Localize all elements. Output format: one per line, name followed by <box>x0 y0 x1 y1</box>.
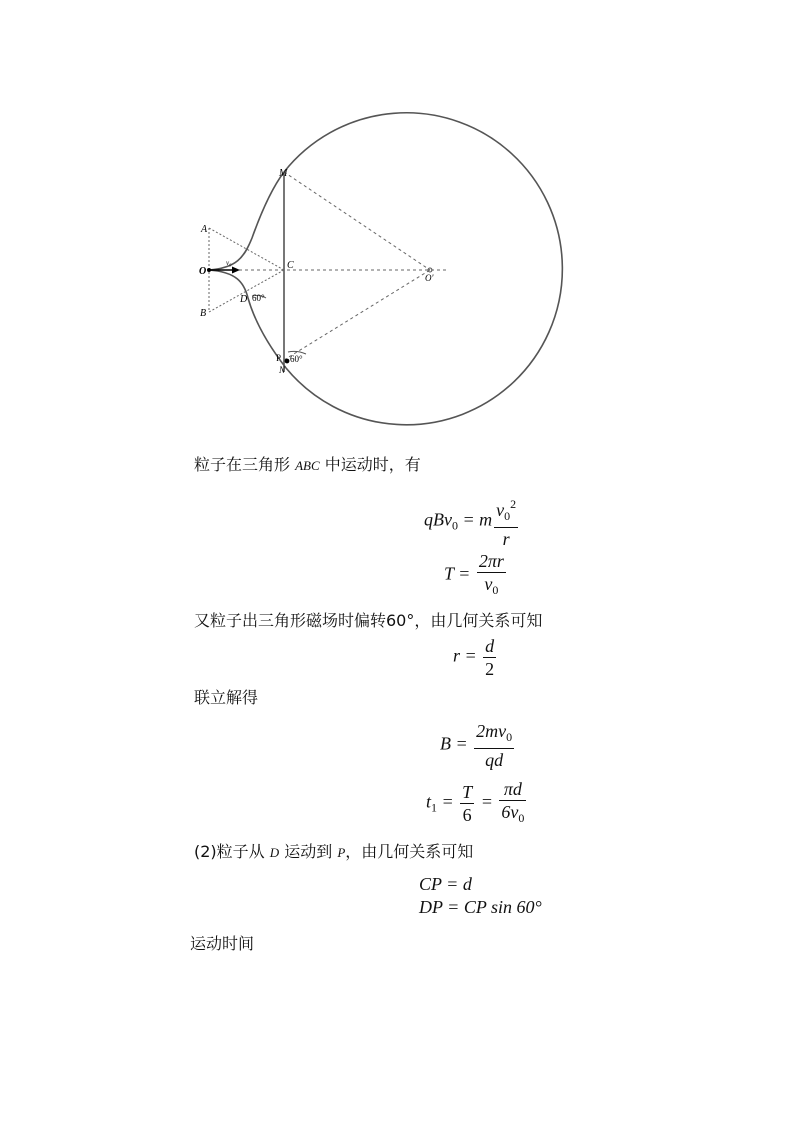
paragraph-1 <box>194 455 421 476</box>
equation-7: DP = CP sin 60° <box>419 897 542 917</box>
curve-o-to-m <box>209 172 284 270</box>
physics-diagram <box>0 0 800 440</box>
paragraph-5: 运动时间 <box>190 934 255 953</box>
label-d: D <box>240 294 248 305</box>
paragraph-2: 又粒子出三角形磁场时偏转60°，由几何关系可知 <box>194 611 543 630</box>
equation-1: qBv$_0$ = m $\frac{v_0^2}{r}$ <box>424 494 520 549</box>
equation-4: B = $\frac{2mv_0}{qd}$ <box>440 721 513 770</box>
paragraph-4: (2)粒子从 D 运动到 P，由几何关系可知 <box>194 842 474 861</box>
label-v0: v₀ <box>226 259 232 267</box>
label-o: O <box>199 266 207 277</box>
para1-text-a: 粒子在三角形 <box>194 455 296 474</box>
label-angle-p: 60° <box>290 354 303 364</box>
label-p: P <box>276 353 282 363</box>
label-m: M <box>279 168 288 179</box>
label-angle-d: 60° <box>252 293 265 303</box>
large-circular-path <box>284 113 562 425</box>
para1-abc: ABC <box>295 458 320 473</box>
curve-o-to-n <box>209 270 286 368</box>
label-c: C <box>287 260 294 271</box>
label-a: A <box>201 224 208 235</box>
equation-6: CP = d <box>419 874 472 894</box>
equation-3: r = $\frac{d}{2}$ <box>453 636 495 679</box>
point-p <box>285 359 290 364</box>
radius-lines <box>284 172 430 360</box>
point-o <box>207 268 211 272</box>
paragraph-3: 联立解得 <box>194 688 259 707</box>
equation-2: T = $\frac{2\pi r}{v_0}$ <box>444 551 504 597</box>
label-n: N <box>279 365 286 375</box>
label-o-prime: O' <box>425 273 434 283</box>
para1-text-b: 中运动时，有 <box>319 455 421 474</box>
equation-5: $t_1$ = $\frac{T}{6}$ = $\frac{\pi d}{6v_0}$ <box>426 779 525 825</box>
label-b: B <box>200 308 207 319</box>
